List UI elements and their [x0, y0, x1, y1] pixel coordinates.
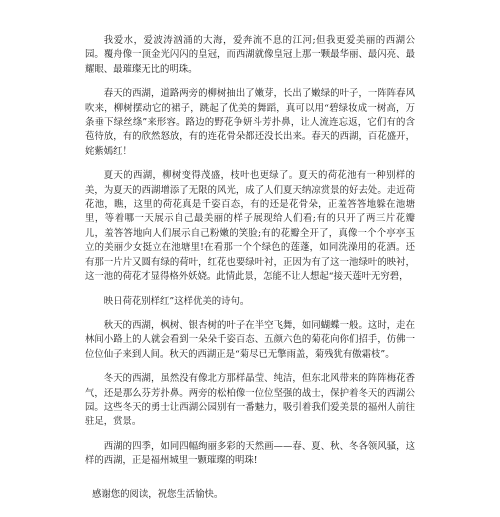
paragraph-poem-line: 映日荷花别样红”这样优美的诗句。 [103, 295, 250, 307]
paragraph-autumn: 秋天的西湖，枫树、银杏树的叶子在半空飞舞，如同蝴蝶一般。这时，走在林间小路上的人就会看到一朵朵千姿百态、五颜六色的菊花向你们招手，仿佛一位位仙子来到人间。秋天的西湖正是“菊尽已无擎雨盖，菊残犹有傲霜枝”。 [85, 319, 415, 360]
paragraph-summer: 夏天的西湖，柳树变得茂盛，枝叶也更绿了。夏天的荷花池有一种别样的美，为夏天的西湖增添了无限的风光，成了人们夏天纳凉赏景的好去处。走近荷花池，瞧，这里的荷花真是千姿百态，有的还是花骨朵，正羞答答地躲在池塘里，等着哪一天展示自己最美丽的样子展现给人们看;有的只开了两三片花瓣儿，羞答答地向人们展示自己粉嫩的笑脸;有的花瓣全开了，真像一个个亭亭玉立的美丽少女挺立在池塘里!在看那一个个绿色的莲蓬，如同洗澡用的花洒。还有那一片片又圆有绿的荷叶，红花也要绿叶衬，正因为有了这一池绿叶的映衬，这一池的荷花才显得格外妖娆。此情此景，怎能不让人想起“接天莲叶无穷碧， [85, 170, 415, 283]
closing-note: 感谢您的阅读，祝您生活愉快。 [92, 489, 224, 500]
paragraph-spring: 春天的西湖，道路两旁的柳树抽出了嫩芽，长出了嫩绿的叶子，一阵阵春风吹来，柳树摆动它的裙子，跳起了优美的舞蹈，真可以用“碧绿妆成一树高，万条垂下绿丝绦”来形容。路边的野花争妍斗芳扑鼻，让人流连忘返，它们有的含苞待放，有的欣然怒放，有的连花骨朵都还没长出来。春天的西湖，百花盛开，姹紫嫣红！ [85, 88, 415, 157]
paragraph-conclusion: 西湖的四季，如同四幅绚丽多彩的天然画——春、夏、秋、冬各领风骚，这样的西湖，正是福州城里一颗璀璨的明珠! [85, 440, 415, 467]
paragraph-intro: 我爱水，爱波涛汹涌的大海，爱奔流不息的江河;但我更爱美丽的西湖公园。覆舟像一顶金光闪闪的皇冠，而西湖就像皇冠上那一颗最华丽、最闪亮、最耀眼、最璀璨无比的明珠。 [85, 35, 415, 75]
document-body [85, 34, 415, 479]
paragraph-winter: 冬天的西湖，虽然没有像北方那样晶莹、纯洁，但东北风带来的阵阵梅花香气，还是那么芬芳扑鼻。两旁的松柏像一位位坚强的战士，保护着冬天的西湖公园。这些冬天的勇士让西湖公园别有一番魅力，吸引着我们爱美景的福州人前往驻足，赏景。 [85, 373, 415, 428]
